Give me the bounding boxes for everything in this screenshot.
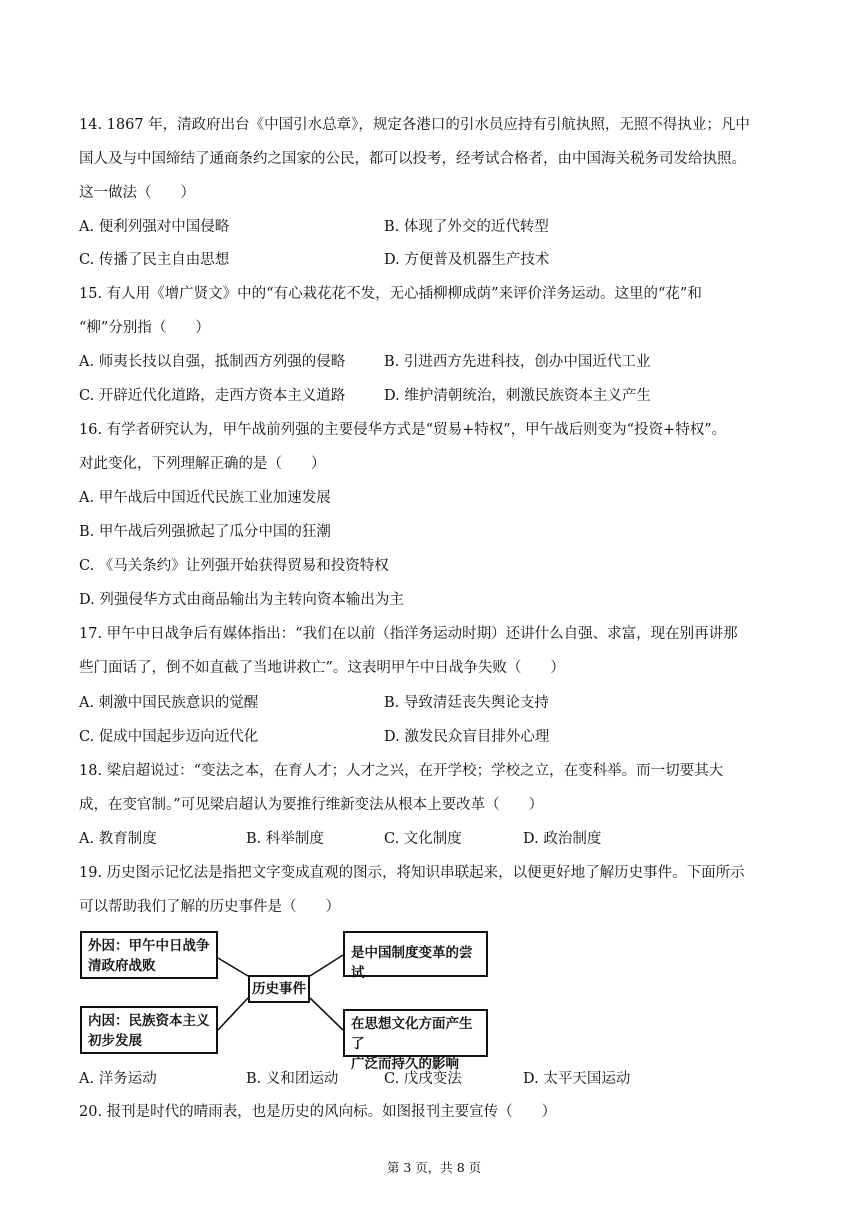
connector-bottom-left: [218, 998, 248, 1030]
q15-line-2: “柳”分别指（ ）: [79, 320, 210, 336]
q20-line-1: 20. 报刊是时代的晴雨表，也是历史的风向标。如图报刊主要宣传（ ）: [79, 1104, 557, 1120]
connector-top-left: [218, 958, 248, 976]
q15-option-a: A. 师夷长技以自强，抵制西方列强的侵略: [79, 354, 346, 370]
q14-line-3: 这一做法（ ）: [79, 185, 195, 201]
q15-option-d: D. 维护清朝统治，刺激民族资本主义产生: [384, 388, 651, 404]
diagram-box-external-cause: [80, 931, 218, 979]
q18-option-b: B. 科举制度: [246, 831, 324, 847]
diagram-text: 广泛而持久的影响: [351, 1056, 459, 1072]
q19-option-b: B. 义和团运动: [246, 1071, 339, 1087]
q15-option-c: C. 开辟近代化道路，走西方资本主义道路: [79, 388, 346, 404]
diagram-center-label: 历史事件: [252, 981, 306, 997]
q17-option-a: A. 刺激中国民族意识的觉醒: [79, 695, 259, 711]
q19-option-d: D. 太平天国运动: [523, 1071, 631, 1087]
q16-line-1: 16. 有学者研究认为，甲午战前列强的主要侵华方式是“贸易+特权”，甲午战后则变为“投资+特权”。: [79, 422, 727, 438]
q16-option-b: B. 甲午战后列强掀起了瓜分中国的狂潮: [79, 524, 331, 540]
page-footer: 第 3 页，共 8 页: [386, 1160, 482, 1175]
q14-line-2: 国人及与中国缔结了通商条约之国家的公民，都可以投考，经考试合格者，由中国海关税务司发给执照。: [79, 151, 746, 167]
diagram-text: 是中国制度变革的尝试: [351, 945, 473, 981]
q17-option-b: B. 导致清廷丧失舆论支持: [384, 695, 549, 711]
q19-option-a: A. 洋务运动: [79, 1071, 157, 1087]
diagram-text: 内因：民族资本主义: [88, 1013, 210, 1029]
q17-line-1: 17. 甲午中日战争后有媒体指出：“我们在以前（指洋务运动时期）还讲什么自强、求富，现在别再讲那: [79, 626, 738, 642]
q16-line-2: 对此变化，下列理解正确的是（ ）: [79, 456, 326, 472]
q16-option-c: C. 《马关条约》让列强开始获得贸易和投资特权: [79, 558, 389, 574]
q17-option-c: C. 促成中国起步迈向近代化: [79, 729, 259, 745]
q17-line-2: 些门面话了，倒不如直截了当地讲救亡”。这表明甲午中日战争失败（ ）: [79, 660, 565, 676]
q18-line-2: 成，在变官制。”可见梁启超认为要推行维新变法从根本上要改革（ ）: [79, 797, 544, 813]
q14-option-a: A. 便利列强对中国侵略: [79, 219, 230, 235]
q15-line-1: 15. 有人用《增广贤文》中的“有心栽花花不发，无心插柳柳成荫”来评价洋务运动。这里的“花”和: [79, 286, 702, 302]
q16-option-a: A. 甲午战后中国近代民族工业加速发展: [79, 490, 331, 506]
diagram-box-cultural: [343, 1009, 488, 1072]
diagram-text: 清政府战败: [88, 958, 156, 974]
q16-option-d: D. 列强侵华方式由商品输出为主转向资本输出为主: [79, 592, 404, 608]
connector-top-right: [310, 955, 343, 976]
q17-option-d: D. 激发民众盲目排外心理: [384, 729, 550, 745]
diagram-text: 外因：甲午中日战争: [88, 938, 210, 954]
q19-line-1: 19. 历史图示记忆法是指把文字变成直观的图示，将知识串联起来，以便更好地了解历史事件。下面所示: [79, 865, 745, 881]
diagram-text: 在思想文化方面产生了: [351, 1016, 473, 1052]
q14-option-c: C. 传播了民主自由思想: [79, 252, 230, 268]
q18-option-a: A. 教育制度: [79, 831, 157, 847]
q15-option-b: B. 引进西方先进科技，创办中国近代工业: [384, 354, 651, 370]
q14-option-b: B. 体现了外交的近代转型: [384, 219, 549, 235]
connector-bottom-right: [310, 998, 343, 1030]
q19-line-2: 可以帮助我们了解的历史事件是（ ）: [79, 899, 340, 915]
q18-line-1: 18. 梁启超说过：“变法之本，在育人才；人才之兴，在开学校；学校之立，在变科举。而一切要其大: [79, 763, 724, 779]
q18-option-c: C. 文化制度: [384, 831, 462, 847]
diagram-box-internal-cause: [80, 1006, 218, 1054]
q19-option-c: C. 戊戌变法: [384, 1071, 462, 1087]
q14-line-1: 14. 1867 年，清政府出台《中国引水总章》，规定各港口的引水员应持有引航执照，无照不得执业；凡中: [79, 117, 750, 133]
q18-option-d: D. 政治制度: [523, 831, 602, 847]
q14-option-d: D. 方便普及机器生产技术: [384, 252, 550, 268]
diagram-text: 初步发展: [88, 1033, 142, 1049]
diagram-center-box: [248, 975, 310, 1003]
diagram-box-institutional: [343, 931, 488, 981]
